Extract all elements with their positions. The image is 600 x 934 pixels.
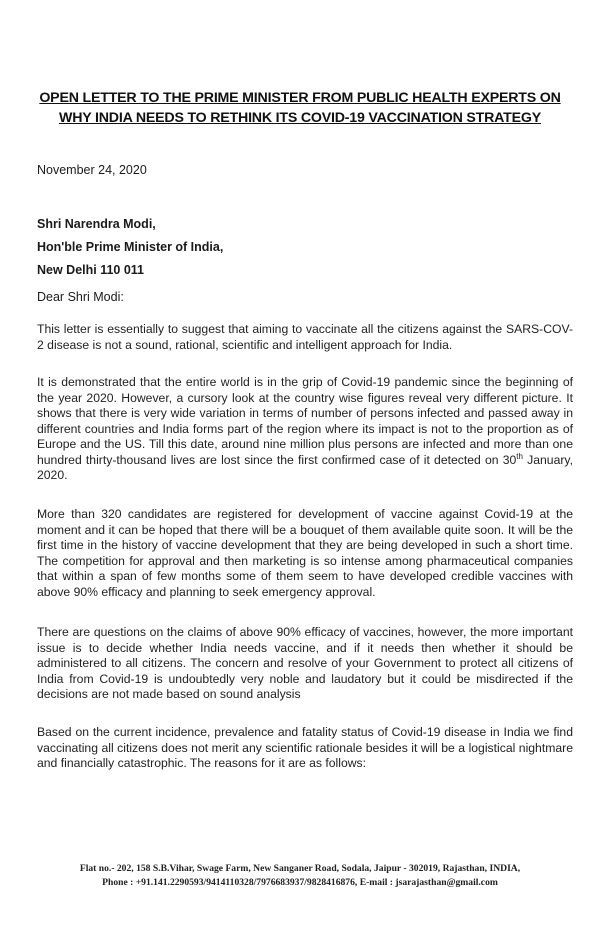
addressee-city: New Delhi 110 011 (37, 263, 145, 277)
salutation: Dear Shri Modi: (37, 290, 124, 304)
letter-title (30, 88, 570, 128)
addressee-block (37, 213, 223, 282)
paragraph-5: Based on the current incidence, prevalence and fatality status of Covid-19 disease in India we find vaccinating all citizens does not merit any scientific rationale besides it will be a logistical nightmare and financially catastrophic. The reasons for it are as follows: (37, 725, 573, 770)
paragraph-4: There are questions on the claims of above 90% efficacy of vaccines, however, the more important issue is to decide whether India needs vaccine, and if it needs then whether it should be administered to all citizens. The concern and resolve of your Government to protect all citizens of India from Covid-19 is undoubtedly very noble and laudatory but it could be misdirected if the decisions are not made based on sound analysis (37, 625, 573, 701)
paragraph-2-main: It is demonstrated that the entire world is in the grip of Covid-19 pandemic since the beginning of the year 2020. However, a cursory look at the country wise figures reveal very different picture. It shows that there is very wide variation in terms of number of persons infected and passed away in different countries and India forms part of the region where its impact is not to the proportion as of Europe and the US. Till this date, around nine million plus persons are infected and more than one hundred thirty-thousand lives are lost since the first confirmed case of it detected on 30 (37, 375, 573, 467)
footer-contact: Phone : +91.141.2290593/9414110328/7976683937/9828416876, E-mail : jsarajasthan@gmail.com (102, 877, 498, 888)
letterhead-footer (20, 862, 580, 890)
title-line-1: OPEN LETTER TO THE PRIME MINISTER FROM PUBLIC HEALTH EXPERTS ON (39, 90, 561, 106)
paragraph-2 (37, 375, 573, 484)
paragraph-2-end: January, 2020. (37, 452, 573, 482)
paragraph-1: This letter is essentially to suggest that aiming to vaccinate all the citizens against the SARS-COV-2 disease is not a sound, rational, scientific and intelligent approach for India. (37, 322, 573, 352)
footer-address: Flat no.- 202, 158 S.B.Vihar, Swage Farm, New Sanganer Road, Sodala, Jaipur - 302019, Rajasthan, INDIA, (79, 863, 521, 874)
title-line-2: WHY INDIA NEEDS TO RETHINK ITS COVID-19 VACCINATION STRATEGY (59, 110, 541, 126)
paragraph-3: More than 320 candidates are registered for development of vaccine against Covid-19 at the moment and it can be hoped that there will be a bouquet of them available quite soon. It will be the first time in the history of vaccine development that they are being developed in such a short time. The competition for approval and then marketing is so intense among pharmaceutical companies that within a span of few months some of them seem to have developed credible vaccines with above 90% efficacy and planning to seek emergency approval. (37, 507, 573, 599)
ordinal-suffix: th (516, 451, 523, 461)
addressee-name: Shri Narendra Modi, (37, 217, 156, 231)
letter-date: November 24, 2020 (37, 163, 147, 177)
addressee-designation: Hon'ble Prime Minister of India, (37, 240, 224, 254)
